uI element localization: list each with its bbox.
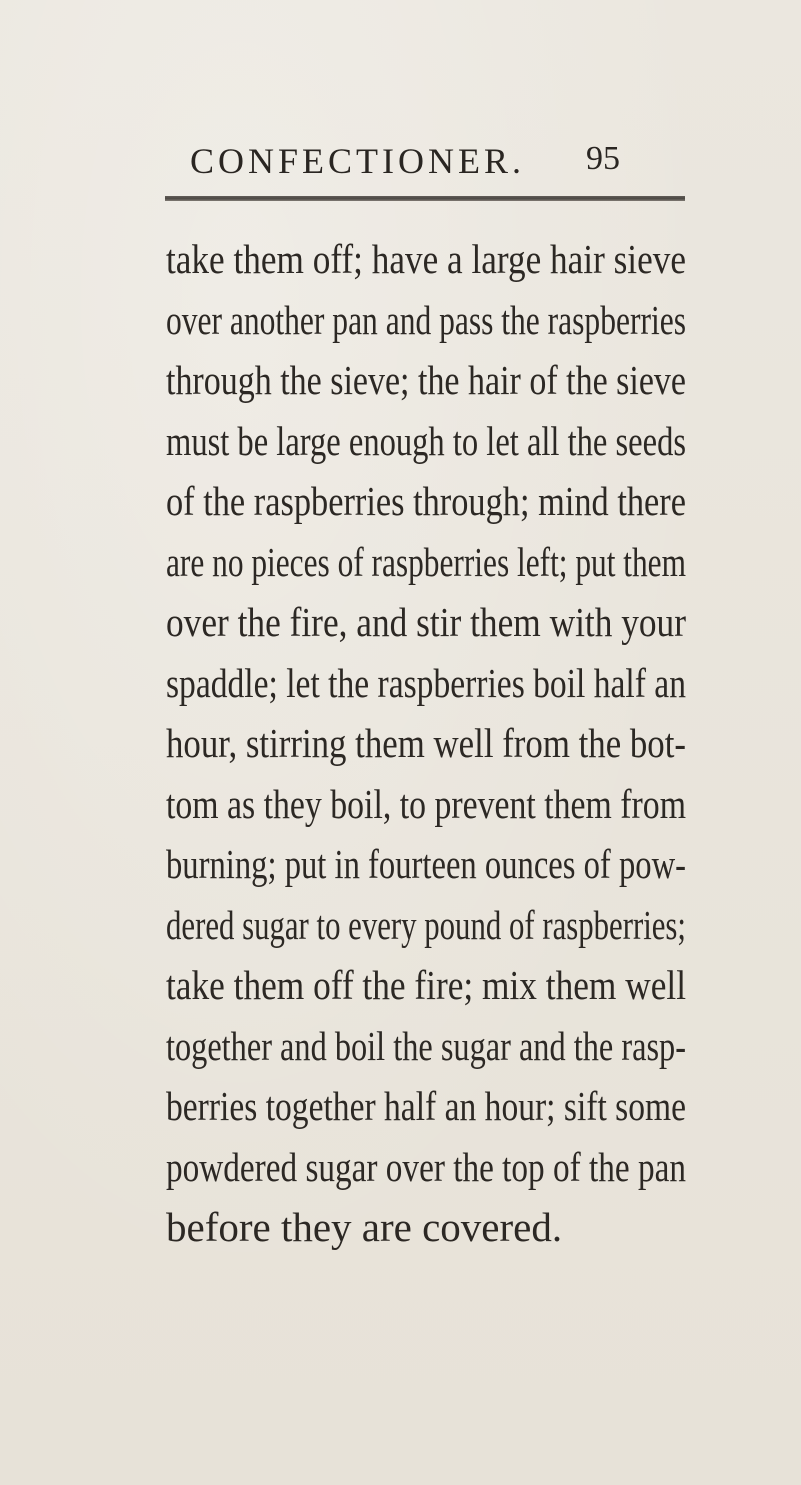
text-line: through the sieve; the hair of the sieve (166, 357, 687, 403)
text-line: berries together half an hour; sift some (166, 1083, 687, 1129)
running-head (190, 140, 630, 184)
text-line: hour, stirring them well from the bot- (166, 720, 686, 766)
text-line: tom as they boil, to prevent them from (166, 780, 686, 827)
text-line: powdered sugar over the top of the pan (166, 1143, 686, 1190)
text-line: dered sugar to every pound of raspberries; (166, 901, 686, 948)
text-line: before they are covered. (166, 1204, 563, 1250)
text-line: take them off; have a large hair sieve (166, 236, 686, 282)
text-line: burning; put in fourteen ounces of pow- (166, 841, 686, 887)
text-line: over another pan and pass the raspberries (166, 296, 686, 343)
text-line: over the fire, and stir them with your (166, 599, 686, 645)
text-line: take them off the fire; mix them well (166, 962, 687, 1008)
text-line: are no pieces of raspberries left; put them (166, 538, 687, 585)
page-number: 95 (586, 140, 620, 177)
text-line: must be large enough to let all the seeds (166, 417, 687, 464)
header-rule (165, 196, 685, 201)
text-line: of the raspberries through; mind there (166, 478, 686, 524)
text-line: spaddle; let the raspberries boil half an (166, 659, 686, 706)
running-title: CONFECTIONER. (190, 141, 526, 181)
text-line: together and boil the sugar and the rasp- (166, 1022, 686, 1069)
